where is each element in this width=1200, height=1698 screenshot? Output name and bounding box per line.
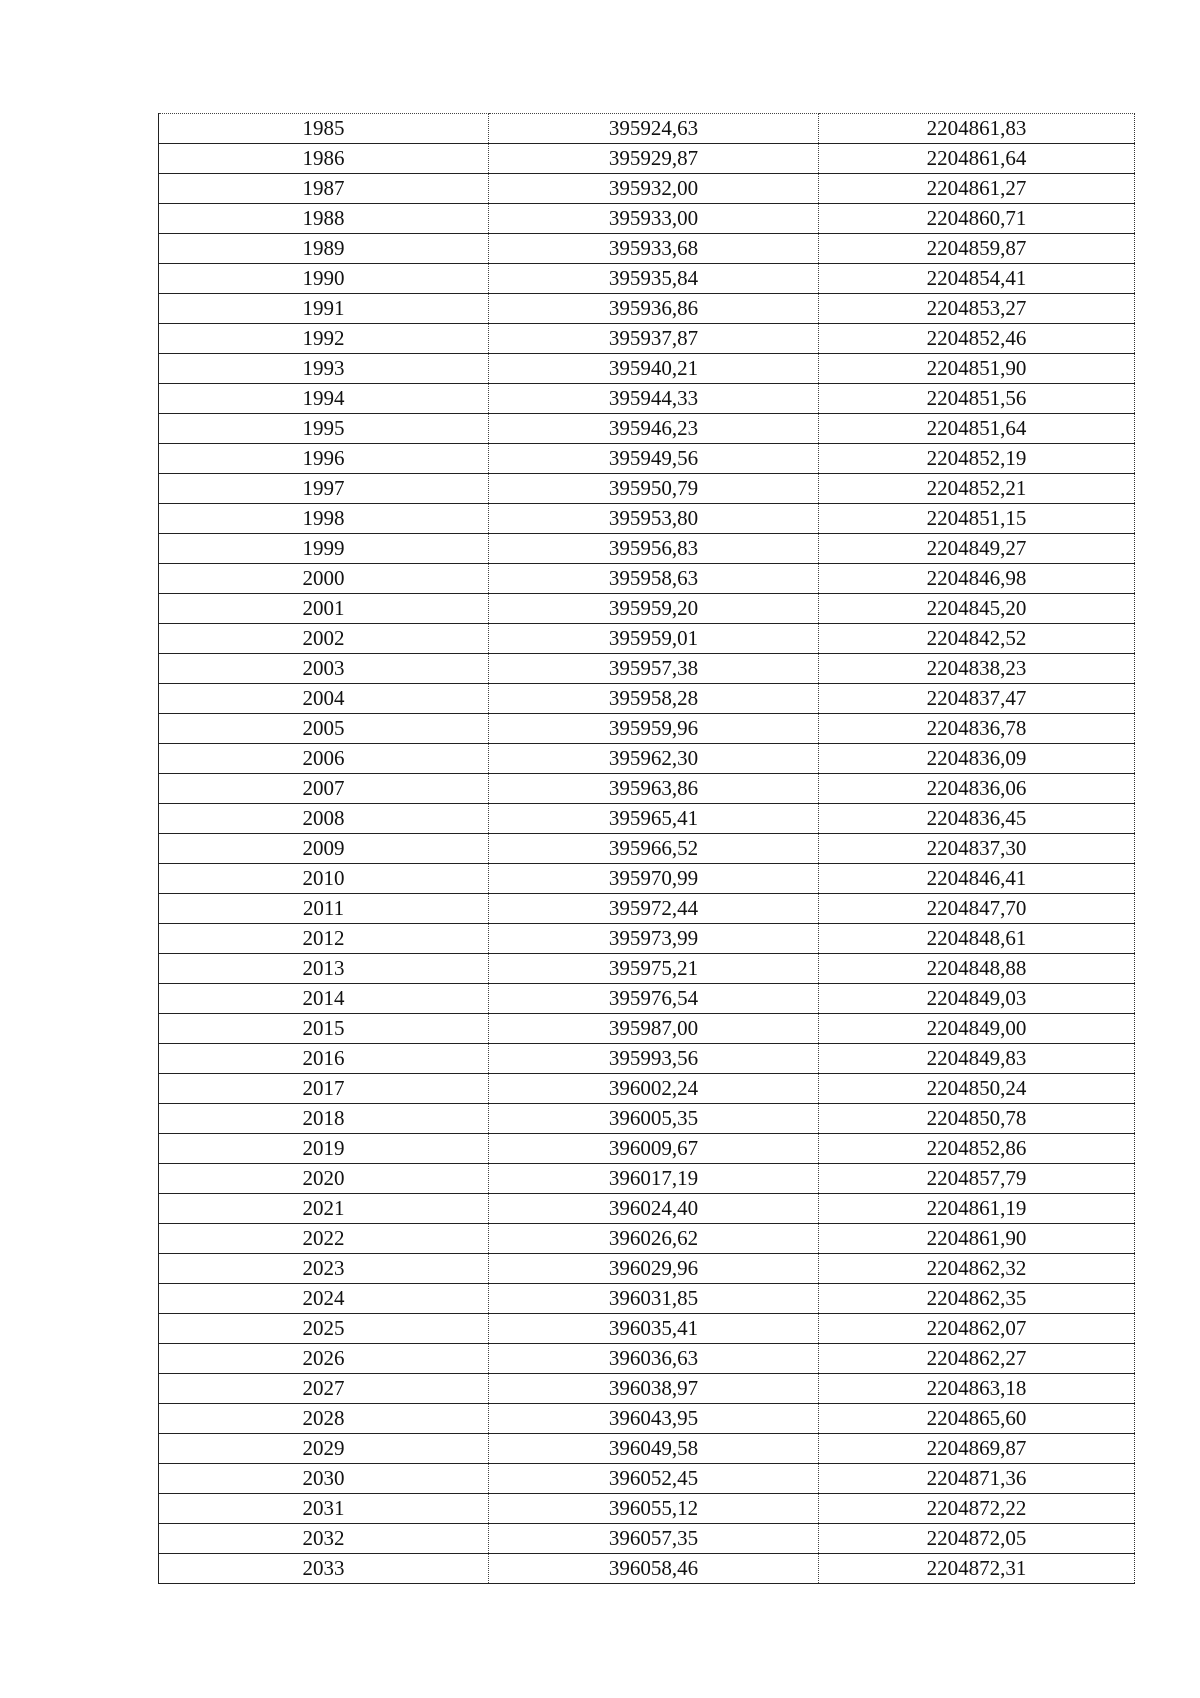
y-coordinate-cell: 2204848,61 [819,924,1135,954]
point-number-cell: 2024 [159,1284,489,1314]
point-number-cell: 2008 [159,804,489,834]
point-number-cell: 2015 [159,1014,489,1044]
y-coordinate-cell: 2204861,83 [819,114,1135,144]
x-coordinate-cell: 395940,21 [489,354,819,384]
point-number-cell: 1994 [159,384,489,414]
x-coordinate-cell: 395933,00 [489,204,819,234]
table-row [159,384,1135,414]
x-coordinate-cell: 395958,63 [489,564,819,594]
point-number-cell: 1985 [159,114,489,144]
table-row [159,1104,1135,1134]
point-number-cell: 1991 [159,294,489,324]
x-coordinate-cell: 395924,63 [489,114,819,144]
point-number-cell: 2003 [159,654,489,684]
table-row [159,1374,1135,1404]
table-row [159,1344,1135,1374]
point-number-cell: 2014 [159,984,489,1014]
y-coordinate-cell: 2204861,64 [819,144,1135,174]
point-number-cell: 2016 [159,1044,489,1074]
y-coordinate-cell: 2204863,18 [819,1374,1135,1404]
x-coordinate-cell: 396052,45 [489,1464,819,1494]
point-number-cell: 2000 [159,564,489,594]
point-number-cell: 2017 [159,1074,489,1104]
y-coordinate-cell: 2204845,20 [819,594,1135,624]
x-coordinate-cell: 396005,35 [489,1104,819,1134]
coordinates-table-body [159,114,1135,1584]
point-number-cell: 1997 [159,474,489,504]
point-number-cell: 2022 [159,1224,489,1254]
table-row [159,144,1135,174]
y-coordinate-cell: 2204862,35 [819,1284,1135,1314]
x-coordinate-cell: 395932,00 [489,174,819,204]
x-coordinate-cell: 395936,86 [489,294,819,324]
y-coordinate-cell: 2204836,06 [819,774,1135,804]
x-coordinate-cell: 395953,80 [489,504,819,534]
table-row [159,1314,1135,1344]
point-number-cell: 2010 [159,864,489,894]
point-number-cell: 2033 [159,1554,489,1584]
point-number-cell: 2009 [159,834,489,864]
y-coordinate-cell: 2204846,41 [819,864,1135,894]
x-coordinate-cell: 395976,54 [489,984,819,1014]
y-coordinate-cell: 2204865,60 [819,1404,1135,1434]
x-coordinate-cell: 395933,68 [489,234,819,264]
point-number-cell: 2029 [159,1434,489,1464]
x-coordinate-cell: 396024,40 [489,1194,819,1224]
table-row [159,564,1135,594]
point-number-cell: 2005 [159,714,489,744]
x-coordinate-cell: 395966,52 [489,834,819,864]
table-row [159,1524,1135,1554]
point-number-cell: 2031 [159,1494,489,1524]
x-coordinate-cell: 395959,96 [489,714,819,744]
table-row [159,1194,1135,1224]
table-row [159,264,1135,294]
table-row [159,1434,1135,1464]
point-number-cell: 2002 [159,624,489,654]
point-number-cell: 1989 [159,234,489,264]
x-coordinate-cell: 395959,01 [489,624,819,654]
table-row [159,204,1135,234]
x-coordinate-cell: 395970,99 [489,864,819,894]
y-coordinate-cell: 2204846,98 [819,564,1135,594]
table-row [159,954,1135,984]
x-coordinate-cell: 396035,41 [489,1314,819,1344]
y-coordinate-cell: 2204847,70 [819,894,1135,924]
point-number-cell: 1998 [159,504,489,534]
y-coordinate-cell: 2204852,19 [819,444,1135,474]
y-coordinate-cell: 2204848,88 [819,954,1135,984]
x-coordinate-cell: 395944,33 [489,384,819,414]
x-coordinate-cell: 396017,19 [489,1164,819,1194]
y-coordinate-cell: 2204849,03 [819,984,1135,1014]
point-number-cell: 2032 [159,1524,489,1554]
point-number-cell: 1986 [159,144,489,174]
point-number-cell: 2004 [159,684,489,714]
y-coordinate-cell: 2204837,47 [819,684,1135,714]
table-row [159,534,1135,564]
y-coordinate-cell: 2204851,56 [819,384,1135,414]
table-row [159,294,1135,324]
point-number-cell: 2020 [159,1164,489,1194]
y-coordinate-cell: 2204869,87 [819,1434,1135,1464]
y-coordinate-cell: 2204861,90 [819,1224,1135,1254]
point-number-cell: 1995 [159,414,489,444]
table-row [159,864,1135,894]
table-row [159,744,1135,774]
y-coordinate-cell: 2204862,27 [819,1344,1135,1374]
y-coordinate-cell: 2204851,15 [819,504,1135,534]
table-row [159,1074,1135,1104]
table-row [159,234,1135,264]
table-row [159,1134,1135,1164]
table-row [159,1554,1135,1584]
y-coordinate-cell: 2204842,52 [819,624,1135,654]
table-row [159,1284,1135,1314]
table-row [159,1464,1135,1494]
table-row [159,624,1135,654]
x-coordinate-cell: 395987,00 [489,1014,819,1044]
y-coordinate-cell: 2204836,09 [819,744,1135,774]
x-coordinate-cell: 395958,28 [489,684,819,714]
table-row [159,414,1135,444]
y-coordinate-cell: 2204862,32 [819,1254,1135,1284]
y-coordinate-cell: 2204852,21 [819,474,1135,504]
table-row [159,894,1135,924]
table-row [159,354,1135,384]
x-coordinate-cell: 395929,87 [489,144,819,174]
point-number-cell: 1993 [159,354,489,384]
table-row [159,1044,1135,1074]
y-coordinate-cell: 2204838,23 [819,654,1135,684]
x-coordinate-cell: 395957,38 [489,654,819,684]
table-row [159,654,1135,684]
y-coordinate-cell: 2204836,78 [819,714,1135,744]
x-coordinate-cell: 396029,96 [489,1254,819,1284]
x-coordinate-cell: 395975,21 [489,954,819,984]
point-number-cell: 1992 [159,324,489,354]
x-coordinate-cell: 395973,99 [489,924,819,954]
x-coordinate-cell: 396058,46 [489,1554,819,1584]
x-coordinate-cell: 396043,95 [489,1404,819,1434]
point-number-cell: 1996 [159,444,489,474]
x-coordinate-cell: 395935,84 [489,264,819,294]
y-coordinate-cell: 2204836,45 [819,804,1135,834]
x-coordinate-cell: 395965,41 [489,804,819,834]
x-coordinate-cell: 395963,86 [489,774,819,804]
x-coordinate-cell: 396055,12 [489,1494,819,1524]
x-coordinate-cell: 395950,79 [489,474,819,504]
y-coordinate-cell: 2204872,22 [819,1494,1135,1524]
point-number-cell: 2028 [159,1404,489,1434]
point-number-cell: 2011 [159,894,489,924]
point-number-cell: 2006 [159,744,489,774]
y-coordinate-cell: 2204850,24 [819,1074,1135,1104]
table-row [159,174,1135,204]
x-coordinate-cell: 395946,23 [489,414,819,444]
point-number-cell: 1990 [159,264,489,294]
point-number-cell: 2007 [159,774,489,804]
table-row [159,1224,1135,1254]
point-number-cell: 2026 [159,1344,489,1374]
x-coordinate-cell: 395959,20 [489,594,819,624]
point-number-cell: 2027 [159,1374,489,1404]
y-coordinate-cell: 2204861,19 [819,1194,1135,1224]
y-coordinate-cell: 2204851,64 [819,414,1135,444]
table-row [159,1254,1135,1284]
table-row [159,984,1135,1014]
x-coordinate-cell: 395962,30 [489,744,819,774]
point-number-cell: 2021 [159,1194,489,1224]
table-row [159,834,1135,864]
x-coordinate-cell: 396057,35 [489,1524,819,1554]
x-coordinate-cell: 395956,83 [489,534,819,564]
table-row [159,594,1135,624]
point-number-cell: 2001 [159,594,489,624]
table-row [159,1494,1135,1524]
table-row [159,1014,1135,1044]
x-coordinate-cell: 395949,56 [489,444,819,474]
x-coordinate-cell: 395937,87 [489,324,819,354]
x-coordinate-cell: 395993,56 [489,1044,819,1074]
table-row [159,684,1135,714]
y-coordinate-cell: 2204857,79 [819,1164,1135,1194]
y-coordinate-cell: 2204852,46 [819,324,1135,354]
point-number-cell: 2012 [159,924,489,954]
table-row [159,1164,1135,1194]
y-coordinate-cell: 2204872,31 [819,1554,1135,1584]
table-row [159,924,1135,954]
table-row [159,474,1135,504]
point-number-cell: 2023 [159,1254,489,1284]
table-row [159,114,1135,144]
y-coordinate-cell: 2204862,07 [819,1314,1135,1344]
x-coordinate-cell: 396038,97 [489,1374,819,1404]
y-coordinate-cell: 2204859,87 [819,234,1135,264]
y-coordinate-cell: 2204872,05 [819,1524,1135,1554]
x-coordinate-cell: 396031,85 [489,1284,819,1314]
table-row [159,444,1135,474]
point-number-cell: 1999 [159,534,489,564]
y-coordinate-cell: 2204849,00 [819,1014,1135,1044]
y-coordinate-cell: 2204861,27 [819,174,1135,204]
x-coordinate-cell: 396049,58 [489,1434,819,1464]
point-number-cell: 2019 [159,1134,489,1164]
table-row [159,714,1135,744]
x-coordinate-cell: 396009,67 [489,1134,819,1164]
y-coordinate-cell: 2204849,27 [819,534,1135,564]
y-coordinate-cell: 2204850,78 [819,1104,1135,1134]
table-row [159,804,1135,834]
y-coordinate-cell: 2204853,27 [819,294,1135,324]
x-coordinate-cell: 396036,63 [489,1344,819,1374]
table-row [159,504,1135,534]
y-coordinate-cell: 2204849,83 [819,1044,1135,1074]
y-coordinate-cell: 2204854,41 [819,264,1135,294]
x-coordinate-cell: 395972,44 [489,894,819,924]
x-coordinate-cell: 396026,62 [489,1224,819,1254]
point-number-cell: 2030 [159,1464,489,1494]
point-number-cell: 2025 [159,1314,489,1344]
point-number-cell: 2018 [159,1104,489,1134]
table-row [159,774,1135,804]
y-coordinate-cell: 2204871,36 [819,1464,1135,1494]
point-number-cell: 2013 [159,954,489,984]
coordinates-table [158,113,1135,1584]
table-row [159,324,1135,354]
x-coordinate-cell: 396002,24 [489,1074,819,1104]
y-coordinate-cell: 2204851,90 [819,354,1135,384]
point-number-cell: 1988 [159,204,489,234]
table-row [159,1404,1135,1434]
point-number-cell: 1987 [159,174,489,204]
y-coordinate-cell: 2204852,86 [819,1134,1135,1164]
y-coordinate-cell: 2204860,71 [819,204,1135,234]
y-coordinate-cell: 2204837,30 [819,834,1135,864]
